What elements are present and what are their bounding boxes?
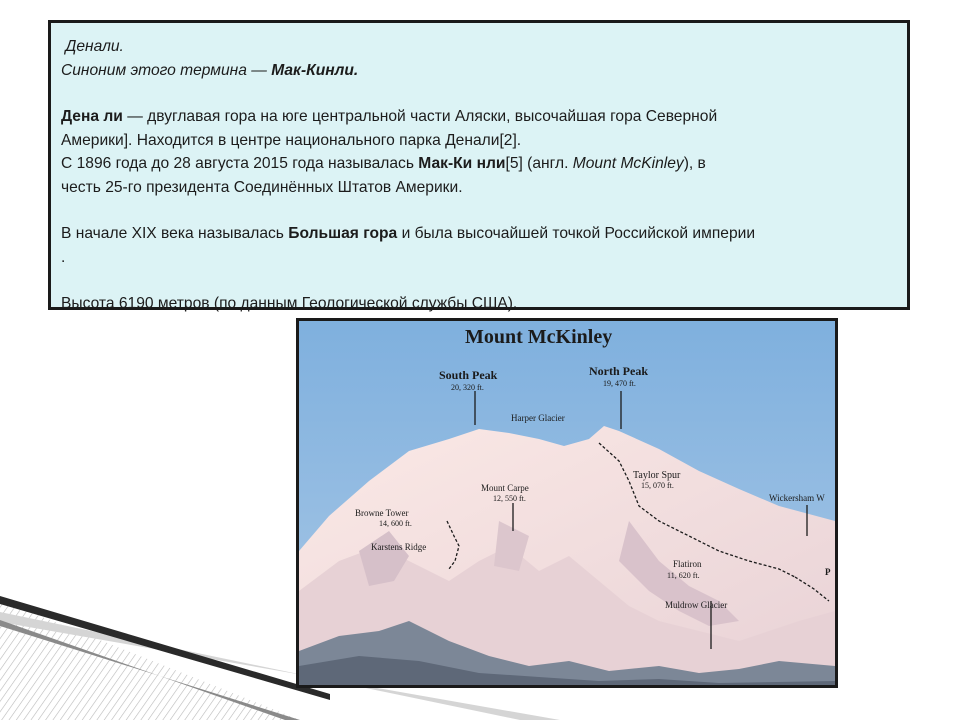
- mountain-illustration: [299, 321, 835, 685]
- paragraph-height: Высота 6190 метров (по данным Геологической службы США).: [61, 295, 518, 312]
- label-taylor-spur-elevation: 15, 070 ft.: [641, 481, 674, 490]
- label-flatiron-elevation: 11, 620 ft.: [667, 571, 700, 580]
- term-title: Денали.: [65, 38, 124, 55]
- label-south-peak-elevation: 20, 320 ft.: [451, 383, 484, 392]
- label-south-peak: South Peak: [439, 368, 498, 382]
- paragraph-definition: Дена ли — двуглавая гора на юге центральной части Аляски, высочайшая гора Северной Америки]. Находится в центре национального парка Денали[2]. С 1896 года до 28 августа 2015 года называлась Мак-Ки нли[5] (англ. Mount McKinley), в честь 25-го президента Соединённых Штатов Америки.: [61, 108, 718, 196]
- mountain-photo: [296, 318, 838, 688]
- label-browne-tower: Browne Tower: [355, 508, 409, 518]
- label-taylor-spur: Taylor Spur: [633, 470, 681, 481]
- label-edge-p: P: [825, 567, 831, 577]
- label-wickersham-wall: Wickersham W: [769, 493, 825, 503]
- label-flatiron: Flatiron: [673, 559, 702, 569]
- label-mount-carpe: Mount Carpe: [481, 483, 529, 493]
- label-harper-glacier: Harper Glacier: [511, 413, 565, 423]
- definition-textbox: [48, 20, 910, 310]
- label-muldrow-glacier: Muldrow Glacier: [665, 600, 728, 610]
- paragraph-history: В начале XIX века называлась Большая гора и была высочайшей точкой Российской империи .: [61, 225, 756, 266]
- photo-title: Mount McKinley: [465, 326, 613, 348]
- label-north-peak: North Peak: [589, 364, 648, 378]
- label-north-peak-elevation: 19, 470 ft.: [603, 379, 636, 388]
- label-mount-carpe-elevation: 12, 550 ft.: [493, 494, 526, 503]
- label-karstens-ridge: Karstens Ridge: [371, 542, 427, 552]
- label-browne-tower-elevation: 14, 600 ft.: [379, 519, 412, 528]
- synonym-line: Синоним этого термина — Мак-Кинли.: [61, 61, 359, 79]
